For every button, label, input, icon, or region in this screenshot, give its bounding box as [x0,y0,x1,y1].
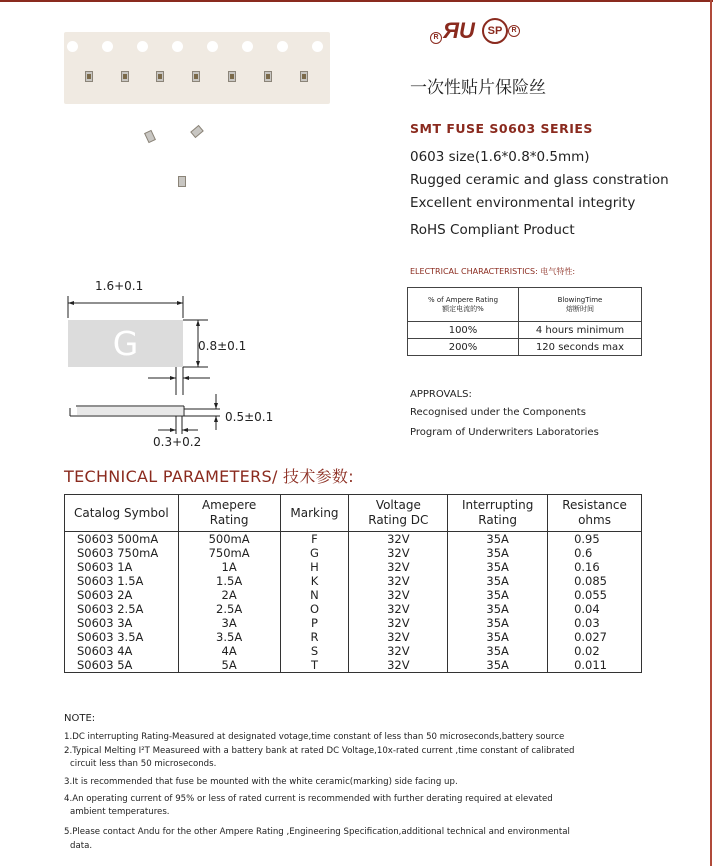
tech-table-cell: 32V [349,644,448,658]
tech-table-cell: 0.16 [548,560,642,574]
feature-rugged: Rugged ceramic and glass constration [410,172,669,188]
tech-table-cell: 0.027 [548,630,642,644]
header-en: BlowingTime [557,295,603,304]
feature-environment: Excellent environmental integrity [410,195,636,211]
header-zh: 额定电流的% [442,304,484,313]
tech-table-cell: S0603 2A [65,588,179,602]
tech-table-cell: 35A [448,532,548,547]
tech-table-cell: 3A [178,616,280,630]
approvals-line: Program of Underwriters Laboratories [410,427,599,438]
dim-height: 0.5±0.1 [225,410,274,424]
tech-table-cell: 32V [349,532,448,547]
tech-table-cell: 0.03 [548,616,642,630]
tech-header-cell: Amepere Rating [178,495,280,532]
tech-table-cell: H [280,560,349,574]
electrical-time: 120 seconds max [519,339,642,356]
fuse-chip [228,71,236,82]
tech-table-cell: O [280,602,349,616]
tech-table-cell: S0603 3A [65,616,179,630]
tech-table-cell: 32V [349,574,448,588]
tech-table-cell: G [280,546,349,560]
notes-heading: NOTE: [64,713,96,724]
note-item: data. [70,841,93,851]
tech-table-row [65,546,642,560]
tech-table-cell: 500mA [178,532,280,547]
tech-table [64,494,642,673]
tech-table-cell: 3.5A [178,630,280,644]
tech-table-cell: 35A [448,644,548,658]
fuse-chip [192,71,200,82]
loose-fuse-chip [190,125,204,138]
approvals-heading: APPROVALS: [410,389,472,400]
fuse-chip [264,71,272,82]
tech-table-cell: N [280,588,349,602]
tech-table-cell: 4A [178,644,280,658]
tech-table-cell: S [280,644,349,658]
tech-table-cell: 2.5A [178,602,280,616]
tech-table-cell: 35A [448,588,548,602]
tech-table-cell: S0603 1A [65,560,179,574]
fuse-chip [156,71,164,82]
tech-table-cell: S0603 750mA [65,546,179,560]
tech-table-cell: 35A [448,546,548,560]
tech-table-row [65,602,642,616]
feature-size: 0603 size(1.6*0.8*0.5mm) [410,149,590,165]
tech-table-cell: S0603 3.5A [65,630,179,644]
note-item: ambient temperatures. [70,807,170,817]
dimension-drawing [60,290,300,450]
tech-table-cell: 5A [178,658,280,673]
fuse-chip [85,71,93,82]
approvals-line: Recognised under the Components [410,407,586,418]
note-item: 4.An operating current of 95% or less of rated current is recommended with further derating required at elevated [64,794,553,804]
tech-table-cell: 0.055 [548,588,642,602]
tech-title: TECHNICAL PARAMETERS/ 技术参数: [64,467,354,486]
tech-table-cell: 32V [349,560,448,574]
fuse-top-view [68,320,183,367]
tech-header-cell: Marking [280,495,349,532]
tech-table-cell: 32V [349,630,448,644]
tech-table-cell: 35A [448,616,548,630]
tape-hole [172,41,183,52]
electrical-row [408,339,642,356]
feature-rohs: RoHS Compliant Product [410,222,575,238]
tech-table-cell: S0603 1.5A [65,574,179,588]
dim-terminal: 0.3+0.2 [153,435,202,449]
registered-mark-icon: R [508,25,520,37]
series-title: SMT FUSE S0603 SERIES [410,121,593,136]
tech-table-cell: S0603 5A [65,658,179,673]
tech-table-cell: R [280,630,349,644]
electrical-percent: 200% [408,339,519,356]
tech-table-cell: 35A [448,658,548,673]
product-tape-photo [64,32,330,104]
tech-header-cell: Catalog Symbol [65,495,179,532]
tape-hole [102,41,113,52]
tech-header-cell: Interrupting Rating [448,495,548,532]
tech-table-cell: 0.085 [548,574,642,588]
tech-table-cell: 0.011 [548,658,642,673]
tech-table-cell: 35A [448,560,548,574]
electrical-header-time [519,288,642,322]
tech-table-cell: 32V [349,602,448,616]
tape-hole [137,41,148,52]
tech-table-cell: 1A [178,560,280,574]
tech-table-cell: 35A [448,630,548,644]
electrical-title: ELECTRICAL CHARACTERISTICS: 电气特性: [410,267,576,276]
tape-hole [277,41,288,52]
tape-hole [67,41,78,52]
fuse-chip [121,71,129,82]
tech-table-cell: F [280,532,349,547]
ul-logo [430,18,476,48]
csa-mark-icon: SP [482,18,508,44]
tech-table-row [65,658,642,673]
fuse-chip [300,71,308,82]
tech-table-cell: 35A [448,574,548,588]
tech-table-row [65,532,642,547]
note-item: 3.It is recommended that fuse be mounted with the white ceramic(marking) side facing up. [64,777,458,787]
tech-table-cell: 32V [349,588,448,602]
tech-table-cell: 32V [349,658,448,673]
tape-hole [207,41,218,52]
registered-mark-icon: R [430,32,442,44]
tech-table-cell: 2A [178,588,280,602]
ul-mark-icon: ЯU [443,18,475,43]
dim-length: 1.6+0.1 [95,279,144,293]
tech-header-cell: Resistance ohms [548,495,642,532]
tape-hole [312,41,323,52]
right-border-line [710,0,712,866]
tech-table-cell: 32V [349,546,448,560]
tech-table-cell: 0.95 [548,532,642,547]
tech-table-cell: K [280,574,349,588]
note-item: 2.Typical Melting I²T Measureed with a battery bank at rated DC Voltage,10x-rated current ,time constant of calibrated [64,746,575,756]
fuse-side-body [77,407,183,415]
tech-table-cell: 32V [349,616,448,630]
tech-header-cell: Voltage Rating DC [349,495,448,532]
header-en: % of Ampere Rating [427,295,499,304]
tech-table-row [65,574,642,588]
header-zh: 熔断时间 [566,304,594,313]
tech-table-cell: 0.02 [548,644,642,658]
tech-header-row [65,495,642,532]
tech-table-cell: 0.04 [548,602,642,616]
electrical-time: 4 hours minimum [519,322,642,339]
tape-hole [242,41,253,52]
tech-table-cell: 750mA [178,546,280,560]
tech-table-cell: S0603 2.5A [65,602,179,616]
note-item: circuit less than 50 microseconds. [70,759,217,769]
dim-width: 0.8±0.1 [198,339,247,353]
electrical-row [408,322,642,339]
csa-logo [482,18,522,48]
electrical-table [407,287,642,356]
loose-fuse-chip [144,130,156,143]
tech-table-cell: T [280,658,349,673]
tech-table-cell: 0.6 [548,546,642,560]
tech-table-row [65,616,642,630]
electrical-header-percent [408,288,519,322]
tech-table-cell: P [280,616,349,630]
tech-table-cell: S0603 4A [65,644,179,658]
tech-table-cell: S0603 500mA [65,532,179,547]
tech-table-row [65,560,642,574]
tech-table-row [65,588,642,602]
note-item: 5.Please contact Andu for the other Ampere Rating ,Engineering Specification,additional technical and environmental [64,827,570,837]
loose-fuse-chip [178,176,186,187]
tech-table-cell: 35A [448,602,548,616]
top-border-line [0,0,713,2]
note-item: 1.DC interrupting Rating-Measured at designated votage,time constant of less than 50 microseconds,battery source [64,732,565,742]
tech-table-row [65,630,642,644]
product-title-zh: 一次性贴片保险丝 [410,78,546,98]
tech-table-row [65,644,642,658]
marking-letter: G [112,324,139,363]
electrical-percent: 100% [408,322,519,339]
tech-table-cell: 1.5A [178,574,280,588]
